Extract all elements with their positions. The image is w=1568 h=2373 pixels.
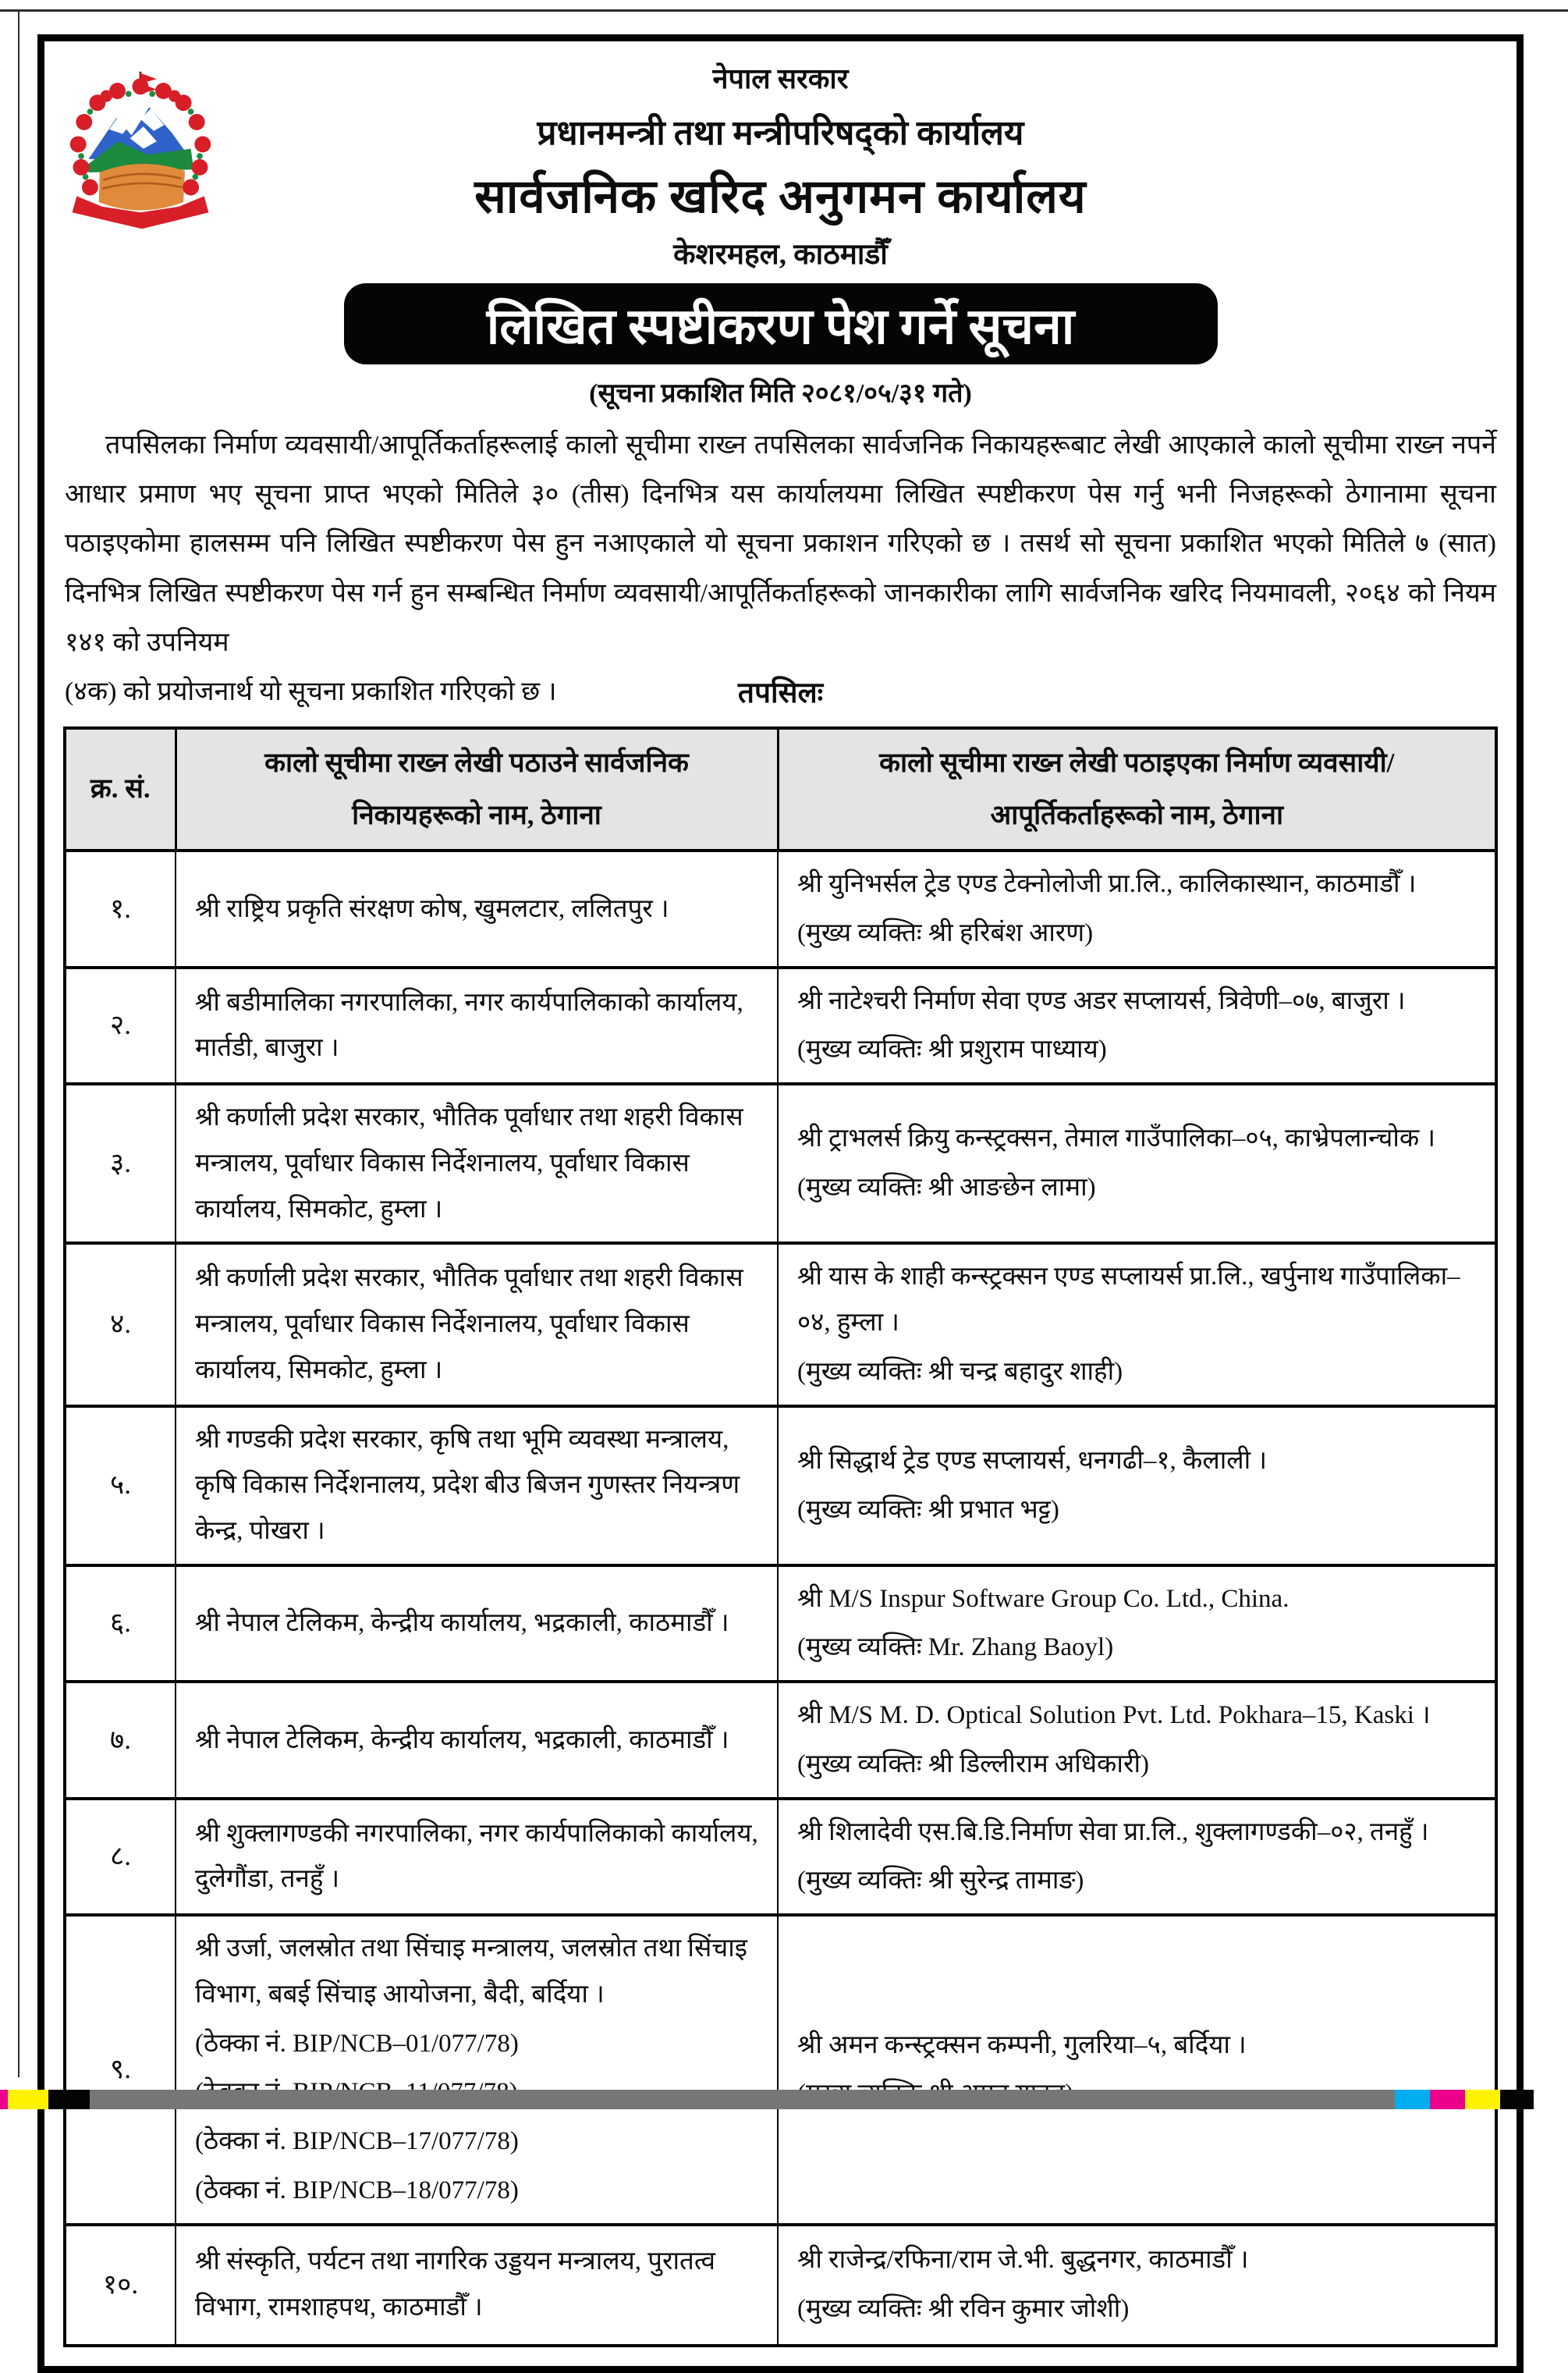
table-row	[65, 1565, 1496, 1682]
row-serial-number: १०.	[65, 2225, 176, 2346]
row-entity-cell	[176, 1682, 778, 1798]
header-entity-column: कालो सूचीमा राख्न लेखी पठाउने सार्वजनिक निकायहरूको नाम, ठेगाना	[176, 728, 778, 851]
table-row	[65, 2225, 1496, 2346]
entity-line: श्री कर्णाली प्रदेश सरकार, भौतिक पूर्वाधार तथा शहरी विकास मन्त्रालय, पूर्वाधार विकास निर्देशनालय, पूर्वाधार विकास कार्यालय, सिमकोट, हुम्ला ।	[195, 1264, 743, 1384]
published-date-line: (सूचना प्रकाशित मिति २०८१/०५/३१ गते)	[589, 379, 972, 408]
supplier-line: (मुख्य व्यक्तिः श्री प्रभात भट्ट)	[797, 1495, 1059, 1524]
table-header-row	[65, 728, 1496, 851]
notice-body-paragraph: तपसिलका निर्माण व्यवसायी/आपूर्तिकर्ताहरूलाई कालो सूचीमा राख्न तपसिलका सार्वजनिक निकायहरूबाट लेखी आएकाले कालो सूचीमा राख्न नपर्ने आधार प्रमाण भए सूचना प्राप्त भएको मितिले ३० (तीस) दिनभित्र यस कार्यालयमा लिखित स्पष्टीकरण पेस गर्नु भनी निजहरूको ठेगानामा सूचना पठाइएकोमा हालसम्म पनि लिखित स्पष्टीकरण पेस हुन नआएकाले यो सूचना प्रकाशन गरिएको छ । तसर्थ सो सूचना प्रकाशित भएको मितिले ७ (सात) दिनभित्र लिखित स्पष्टीकरण पेस गर्न हुन सम्बन्धित निर्माण व्यवसायी/आपूर्तिकर्ताहरूको जानकारीका लागि सार्वजनिक खरिद नियमावली, २०६४ को नियम १४१ को उपनियम	[65, 431, 1496, 657]
table-row	[65, 1406, 1496, 1565]
supplier-line: श्री युनिभर्सल ट्रेड एण्ड टेक्नोलोजी प्रा.लि., कालिकास्थान, काठमाडौँ ।	[797, 870, 1417, 899]
row-entity-cell	[176, 1565, 778, 1682]
entity-line: श्री बडीमालिका नगरपालिका, नगर कार्यपालिकाको कार्यालय, मार्तडी, बाजुरा ।	[195, 988, 743, 1063]
row-entity-cell	[176, 851, 778, 967]
header-supplier-column: कालो सूचीमा राख्न लेखी पठाइएका निर्माण व्यवसायी/आपूर्तिकर्ताहरूको नाम, ठेगाना	[778, 728, 1496, 851]
row-serial-number: ६.	[65, 1565, 176, 1682]
row-serial-number: ८.	[65, 1799, 176, 1915]
row-entity-cell	[176, 1406, 778, 1565]
entity-line: श्री संस्कृति, पर्यटन तथा नागरिक उड्डयन मन्त्रालय, पुरातत्व विभाग, रामशाहपथ, काठमाडौँ ।	[195, 2247, 715, 2322]
supplier-line: (मुख्य व्यक्तिः श्री रविन कुमार जोशी)	[797, 2295, 1130, 2324]
row-entity-cell	[176, 2225, 778, 2346]
supplier-line: श्री M/S M. D. Optical Solution Pvt. Ltd. Pokhara–15, Kaski ।	[797, 1701, 1431, 1730]
print-bar-cyan-segment	[1395, 2090, 1430, 2109]
row-supplier-cell	[778, 968, 1496, 1084]
supplier-line: (मुख्य व्यक्तिः श्री प्रशुराम पाध्याय)	[797, 1036, 1107, 1064]
row-supplier-cell	[778, 851, 1496, 967]
row-serial-number: ५.	[65, 1406, 176, 1565]
row-serial-number: ९.	[65, 1915, 176, 2224]
entity-line: (ठेक्का नं. BIP/NCB–01/077/78)	[195, 2029, 519, 2058]
supplier-line: श्री नाटेश्चरी निर्माण सेवा एण्ड अडर सप्लायर्स, त्रिवेणी–०७, बाजुरा ।	[797, 986, 1406, 1015]
supplier-line: (मुख्य व्यक्तिः Mr. Zhang Baoyl)	[797, 1633, 1114, 1662]
row-supplier-cell	[778, 1565, 1496, 1682]
row-serial-number: ७.	[65, 1682, 176, 1798]
table-row	[65, 1915, 1496, 2224]
nepal-coat-of-arms-icon	[66, 59, 215, 242]
print-bar-gray-segment	[90, 2090, 1395, 2109]
row-supplier-cell	[778, 1799, 1496, 1915]
government-name: नेपाल सरकार	[712, 63, 849, 94]
notice-border-frame	[37, 34, 1524, 2373]
row-supplier-cell	[778, 1915, 1496, 2224]
print-bar-magenta-segment	[1430, 2090, 1465, 2109]
supplier-line: (मुख्य व्यक्तिः श्री हरिबंश आरण)	[797, 918, 1094, 947]
office-name: सार्वजनिक खरिद अनुगमन कार्यालय	[474, 171, 1087, 222]
notice-body-paragraph-end: (४क) को प्रयोजनार्थ यो सूचना प्रकाशित गरिएको छ ।	[65, 677, 557, 707]
entity-line: श्री नेपाल टेलिकम, केन्द्रीय कार्यालय, भद्रकाली, काठमाडौँ ।	[195, 1725, 729, 1754]
supplier-line: श्री शिलादेवी एस.बि.डि.निर्माण सेवा प्रा.लि., शुक्लागण्डकी–०२, तनहुँ ।	[797, 1817, 1429, 1846]
row-entity-cell	[176, 968, 778, 1084]
supplier-line: श्री अमन कन्स्ट्रक्सन कम्पनी, गुलरिया–५, बर्दिया ।	[797, 2030, 1247, 2059]
parent-office-name: प्रधानमन्त्री तथा मन्त्रीपरिषद्को कार्यालय	[537, 114, 1024, 152]
entity-line: श्री उर्जा, जलस्रोत तथा सिंचाइ मन्त्रालय, जलस्रोत तथा सिंचाइ विभाग, बबई सिंचाइ आयोजना, बैदी, बर्दिया ।	[195, 1934, 747, 2009]
table-row	[65, 1799, 1496, 1915]
print-bar-yellow-segment	[8, 2090, 48, 2109]
table-row	[65, 1084, 1496, 1243]
print-bar-black-segment	[48, 2090, 90, 2109]
print-bar-black-segment	[1500, 2090, 1534, 2109]
supplier-line: (मुख्य व्यक्तिः श्री सुरेन्द्र तामाङ)	[797, 1867, 1084, 1895]
notice-body-last-line	[65, 667, 1496, 717]
table-row	[65, 1682, 1496, 1798]
row-supplier-cell	[778, 1243, 1496, 1405]
supplier-line: श्री राजेन्द्र/रफिना/राम जे.भी. बुद्धनगर, काठमाडौँ ।	[797, 2246, 1249, 2275]
entity-line: श्री शुक्लागण्डकी नगरपालिका, नगर कार्यपालिकाको कार्यालय, दुलेगौंडा, तनहुँ ।	[195, 1819, 758, 1894]
supplier-line: श्री ट्राभलर्स क्रियु कन्स्ट्रक्सन, तेमाल गाउँपालिका–०५, काभ्रेपलान्चोक ।	[797, 1124, 1436, 1153]
supplier-line: (मुख्य व्यक्तिः श्री आङछेन लामा)	[797, 1174, 1096, 1202]
supplier-line: श्री यास के शाही कन्स्ट्रक्सन एण्ड सप्लायर्स प्रा.लि., खर्पुनाथ गाउँपालिका–०४, हुम्ला ।	[797, 1263, 1460, 1337]
notice-title-banner	[344, 283, 1218, 364]
entity-line: श्री गण्डकी प्रदेश सरकार, कृषि तथा भूमि व्यवस्था मन्त्रालय, कृषि विकास निर्देशनालय, प्रदेश बीउ बिजन गुणस्तर नियन्त्रण केन्द्र, पोखरा ।	[195, 1425, 740, 1545]
supplier-line: (मुख्य व्यक्तिः श्री चन्द्र बहादुर शाही)	[797, 1357, 1123, 1386]
row-serial-number: २.	[65, 968, 176, 1084]
row-supplier-cell	[778, 1406, 1496, 1565]
supplier-line: श्री सिद्धार्थ ट्रेड एण्ड सप्लायर्स, धनगढी–१, कैलाली ।	[797, 1446, 1267, 1475]
supplier-line: श्री M/S Inspur Software Group Co. Ltd., China.	[797, 1584, 1290, 1613]
row-serial-number: ३.	[65, 1084, 176, 1243]
entity-line: (ठेक्का नं. BIP/NCB–17/077/78)	[195, 2127, 519, 2156]
entity-line: श्री कर्णाली प्रदेश सरकार, भौतिक पूर्वाधार तथा शहरी विकास मन्त्रालय, पूर्वाधार विकास निर्देशनालय, पूर्वाधार विकास कार्यालय, सिमकोट, हुम्ला ।	[195, 1103, 743, 1224]
notice-title: लिखित स्पष्टीकरण पेश गर्ने सूचना	[486, 298, 1075, 354]
entity-line: श्री राष्ट्रिय प्रकृति संरक्षण कोष, खुमलटार, ललितपुर ।	[195, 894, 669, 923]
row-supplier-cell	[778, 2225, 1496, 2346]
letterhead	[44, 41, 1517, 272]
tapasil-heading: तपसिलः	[737, 677, 824, 710]
scan-edge-left-line	[18, 9, 20, 2077]
row-supplier-cell	[778, 1682, 1496, 1798]
row-entity-cell	[176, 1915, 778, 2224]
table-row	[65, 1243, 1496, 1405]
row-serial-number: ४.	[65, 1243, 176, 1405]
print-bar-yellow-segment	[1465, 2090, 1500, 2109]
supplier-line: (मुख्य व्यक्तिः श्री डिल्लीराम अधिकारी)	[797, 1750, 1149, 1778]
print-bar-magenta-segment	[0, 2090, 8, 2109]
row-entity-cell	[176, 1799, 778, 1915]
header-serial-number: क्र. सं.	[65, 728, 176, 851]
row-supplier-cell	[778, 1084, 1496, 1243]
print-registration-color-bar	[0, 2090, 1568, 2109]
scan-edge-top-line	[0, 9, 1568, 12]
table-row	[65, 968, 1496, 1084]
row-entity-cell	[176, 1084, 778, 1243]
row-entity-cell	[176, 1243, 778, 1405]
entity-line: श्री नेपाल टेलिकम, केन्द्रीय कार्यालय, भद्रकाली, काठमाडौँ ।	[195, 1609, 729, 1638]
office-address: केशरमहल, काठमाडौँ	[673, 239, 888, 271]
table-row	[65, 851, 1496, 967]
row-serial-number: १.	[65, 851, 176, 967]
entity-line: (ठेक्का नं. BIP/NCB–18/077/78)	[195, 2176, 519, 2204]
